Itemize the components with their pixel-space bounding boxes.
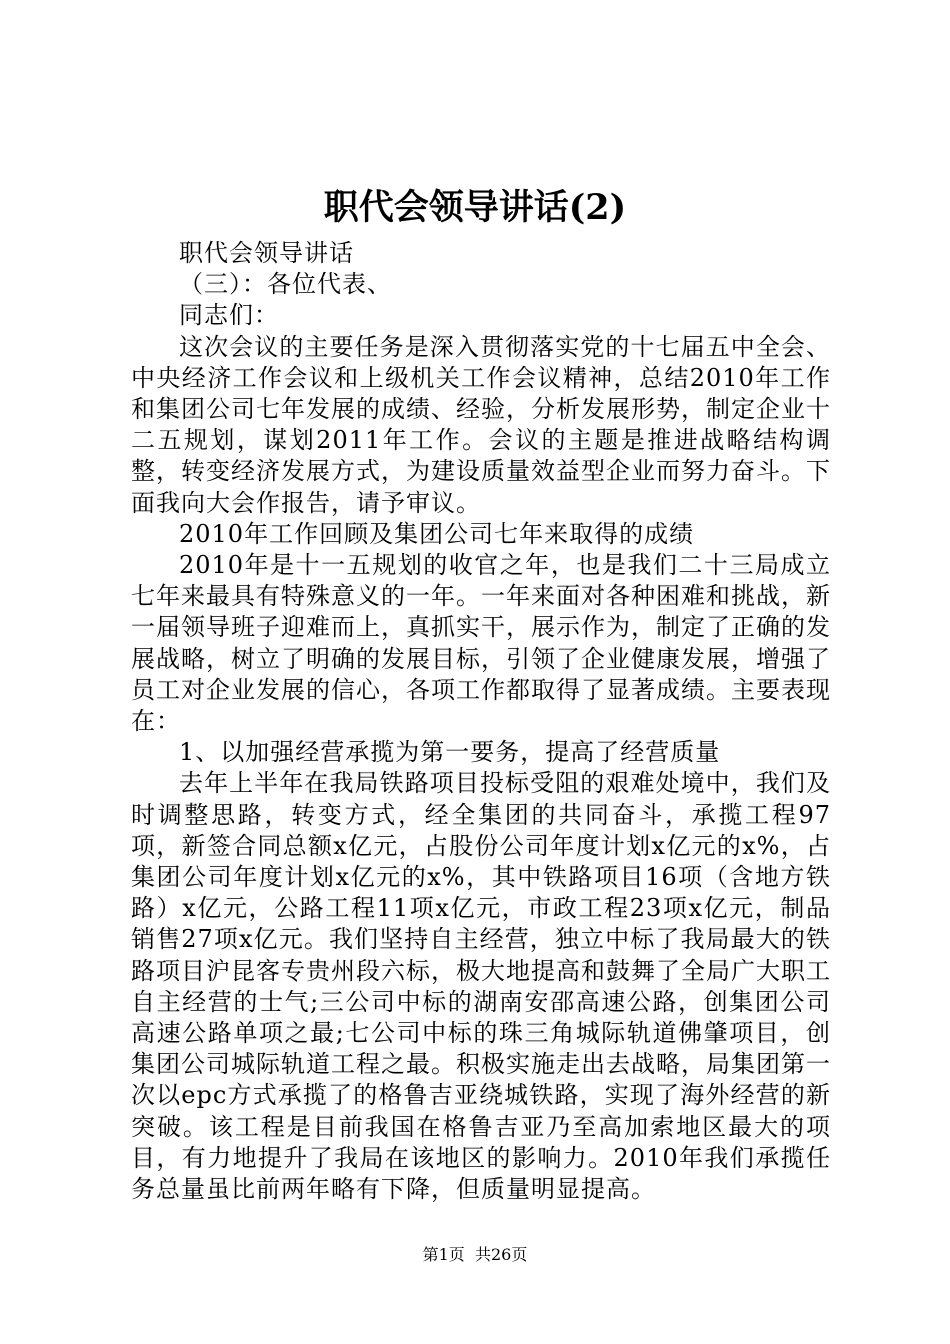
paragraph-section-label: （三）：各位代表、 bbox=[179, 270, 392, 299]
page-footer bbox=[0, 1243, 950, 1267]
page-total: 共26页 bbox=[474, 1245, 528, 1264]
paragraph-point-1-heading: 1、以加强经营承揽为第一要务，提高了经营质量 bbox=[179, 738, 721, 767]
paragraph-intro: 这次会议的主要任务是深入贯彻落实党的十七届五中全会、中央经济工作会议和上级机关工作会议精神，总结2010年工作和集团公司七年发展的成绩、经验，分析发展形势，制定企业十二五规划，谋划2011年工作。会议的主题是推进战略结构调整，转变经济发展方式，为建设质量效益型企业而努力奋斗。下面我向大会作报告，请予审议。 bbox=[131, 332, 831, 517]
paragraph-heading: 职代会领导讲话 bbox=[179, 239, 354, 267]
footer-separator bbox=[465, 1245, 475, 1264]
paragraph-point-1-body: 去年上半年在我局铁路项目投标受阻的艰难处境中，我们及时调整思路，转变方式，经全集团的共同奋斗，承揽工程97项，新签合同总额x亿元，占股份公司年度计划x亿元的x%，占集团公司年度计划x亿元的x%，其中铁路项目16项（含地方铁路）x亿元，公路工程11项x亿元，市政工程23项x亿元，制品销售27项x亿元。我们坚持自主经营，独立中标了我局最大的铁路项目沪昆客专贵州段六标，极大地提高和鼓舞了全局广大职工自主经营的士气;三公司中标的湖南安邵高速公路，创集团公司高速公路单项之最;七公司中标的珠三角城际轨道佛肇项目，创集团公司城际轨道工程之最。积极实施走出去战略，局集团第一次以epc方式承揽了的格鲁吉亚绕城铁路，实现了海外经营的新突破。该工程是目前我国在格鲁吉亚乃至高加索地区最大的项目，有力地提升了我局在该地区的影响力。2010年我们承揽任务总量虽比前两年略有下降，但质量明显提高。 bbox=[131, 769, 831, 1204]
document-title: 职代会领导讲话(2) bbox=[323, 187, 627, 228]
paragraph-review: 2010年是十一五规划的收官之年，也是我们二十三局成立七年来最具有特殊意义的一年。一年来面对各种困难和挑战，新一届领导班子迎难而上，真抓实干，展示作为，制定了正确的发展战略，树立了明确的发展目标，引领了企业健康发展，增强了员工对企业发展的信心，各项工作都取得了显著成绩。主要表现在： bbox=[131, 551, 831, 736]
paragraph-salutation: 同志们： bbox=[179, 301, 279, 330]
document-body bbox=[131, 238, 831, 1205]
page-number: 第1页 bbox=[422, 1245, 465, 1264]
paragraph-review-heading: 2010年工作回顾及集团公司七年来取得的成绩 bbox=[179, 519, 695, 548]
